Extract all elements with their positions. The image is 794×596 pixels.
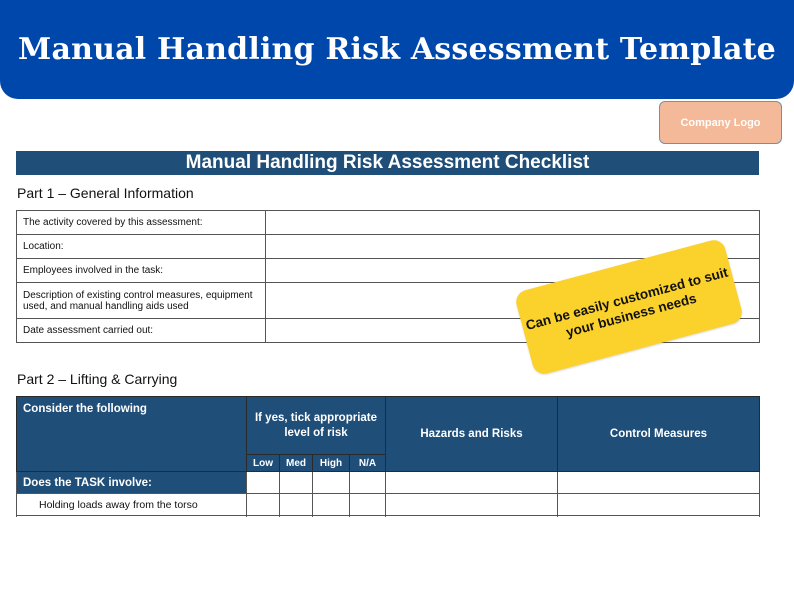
- info-value-field[interactable]: [266, 211, 760, 235]
- level-high-header: High: [313, 455, 350, 472]
- hazards-cell[interactable]: [386, 472, 558, 494]
- task-section-row: Does the TASK involve:: [17, 472, 247, 494]
- page-cutoff: [0, 517, 794, 596]
- logo-label: Company Logo: [680, 116, 761, 129]
- info-label: Date assessment carried out:: [17, 319, 266, 343]
- tick-cell-na[interactable]: [350, 494, 386, 516]
- controls-cell[interactable]: [558, 494, 760, 516]
- level-med-header: Med: [280, 455, 313, 472]
- info-label: Description of existing control measures, equipment used, and manual handling aids used: [17, 283, 266, 319]
- part2-heading: Part 2 – Lifting & Carrying: [17, 371, 178, 387]
- level-low-header: Low: [247, 455, 280, 472]
- checklist-title: Manual Handling Risk Assessment Checklist: [16, 151, 759, 175]
- company-logo-placeholder: [659, 101, 782, 144]
- tick-cell-low[interactable]: [247, 494, 280, 516]
- info-label: The activity covered by this assessment:: [17, 211, 266, 235]
- tick-cell-high[interactable]: [313, 494, 350, 516]
- level-na-header: N/A: [350, 455, 386, 472]
- tick-cell-na[interactable]: [350, 472, 386, 494]
- controls-cell[interactable]: [558, 472, 760, 494]
- hazards-header: Hazards and Risks: [386, 397, 558, 472]
- tick-cell-med[interactable]: [280, 494, 313, 516]
- tick-cell-high[interactable]: [313, 472, 350, 494]
- risk-level-header: If yes, tick appropriate level of risk: [247, 397, 386, 455]
- info-label: Employees involved in the task:: [17, 259, 266, 283]
- table-row: [17, 494, 760, 516]
- part1-heading: Part 1 – General Information: [17, 185, 194, 201]
- tick-cell-low[interactable]: [247, 472, 280, 494]
- info-row: [17, 235, 760, 259]
- hazards-cell[interactable]: [386, 494, 558, 516]
- checklist-item-label: Holding loads away from the torso: [17, 494, 247, 516]
- info-label: Location:: [17, 235, 266, 259]
- sticker-text: Can be easily customized to suit your business needs: [524, 264, 730, 340]
- banner-title: Manual Handling Risk Assessment Template: [18, 32, 776, 67]
- consider-header: Consider the following: [17, 397, 247, 472]
- title-banner: [0, 0, 794, 99]
- tick-cell-med[interactable]: [280, 472, 313, 494]
- info-row: [17, 211, 760, 235]
- controls-header: Control Measures: [558, 397, 760, 472]
